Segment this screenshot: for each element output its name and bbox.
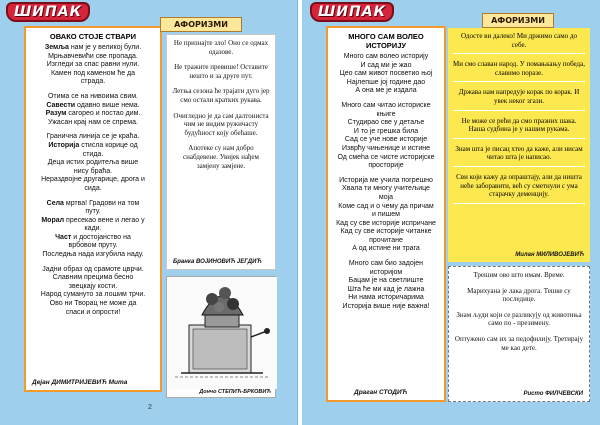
aphorism: Марихуана је лака дрога. Тешке су последице. [467,286,571,304]
aphorism: Знам шта је писац хтео да каже, али нисам читао шта је написао. [453,145,585,167]
poem-line: Разум сагорео и постао дим. [45,110,141,118]
aphorism-author: Бранка ВОЈИНОВИЋ ЈЕГДИЋ [173,259,262,265]
aphorism: Ми смо славан народ. У помањкању победа, славимо поразе. [453,60,585,82]
poem-line: А од истине ни трага [352,245,420,253]
page-number: 2 [148,404,152,411]
poem-line: Историја ме учила погрешно [339,176,433,184]
poem-line: Ни нама историчарима [348,294,424,302]
poem-line: путу. [85,208,101,216]
poem-line: Кад су све историје читанке [340,228,432,236]
right-page [302,0,600,425]
poem-author: Дејан ДИМИТРИЈЕВИЋ Мита [32,379,128,386]
poem-title: ОВАКО СТОЈЕ СТВАРИ [49,32,137,41]
poem-line: Ово ни Творац не може да [49,300,137,308]
aphorism-list [172,39,270,170]
poem-line: Много сам волео историју [343,53,429,60]
poem-line: историјом [369,268,403,276]
poem-line: Сад се уче нове историје [344,136,428,144]
left-page [0,0,298,425]
yellow-aphorisms-box [448,28,590,262]
poem-line: Коме сад и о чему да причам [338,202,434,210]
poem-line: књиге [376,110,396,118]
poem-lines [332,53,440,312]
poem-line: Отима се на нивоима свим. [47,92,138,100]
aphorism-author: Ристо ФИЛЧЕВСКИ [523,391,583,397]
poem-line: моја [378,193,394,201]
poem-line: Јадни образ од срамоте цврчи. [42,265,144,273]
logo: ШИПАК [6,2,90,22]
poem-line: стида. [82,150,104,158]
poem-line: Деца истих родитеља више [47,159,139,167]
poem-line: Народ сумануто за лошим трчи. [40,291,146,299]
aphorisms-tag: АФОРИЗМИ [482,13,554,28]
poem-line: Села мртва! Градови на том [46,199,140,207]
poem-line: страда. [80,78,106,86]
aphorism: Трешим ово што имам. Време. [473,271,565,279]
poem-line: Историја стисла корице од [48,141,138,149]
poem-line: Студирао све у детаље [347,119,425,127]
aphorisms-box [166,34,276,270]
white-aphorisms-box [448,266,590,402]
poem-line: Морал пресекао вене и легао у [41,216,145,224]
poem-line: Савести одавно више нема. [46,101,140,109]
poem-line: Историја више није важна! [342,303,430,311]
poem-line: Ужасан крај нам се спрема. [48,118,138,126]
poem-line: И сад ми је жао [360,61,412,69]
aphorism-author: Милан МИЛИВОЈЕВИЋ [515,252,584,258]
aphorism: Не признајте зло! Оно се одмах одазове. [173,39,269,56]
poem-author: Драган СТОДИЋ [354,389,408,396]
poem-line: Камен под каменом ће да [50,69,136,77]
poem-line: Много сам био задојен [348,260,424,268]
poem-line: Најлепше јој године дао [346,78,426,86]
poem-line: звецкају кости. [68,282,118,290]
poem-title: МНОГО САМ ВОЛЕО ИСТОРИЈУ [348,32,424,50]
aphorism-list [453,32,585,204]
logo: ШИПАК [310,2,394,22]
poem-line: Земља нам је у великој були. [44,44,142,51]
poem-line: Изврћу чињенице и истине [341,144,430,152]
image-caption: Дончо СТЕПИЋ-БРКОВИЋ [199,389,271,395]
aphorism: Очигледно је да сам далтониста чим не видим ружичасту будућност коју обећаше. [173,111,269,137]
poem-box [326,26,446,402]
aphorism: Сви који кажу да опраштају, али да ништа неће заборавити, већ су сметнули с ума старачку деменцију. [453,173,585,204]
aphorism-list [454,271,584,352]
aphorism: Оптужено сам их за педофилију. Третирају ме као дете. [454,334,584,352]
aphorism: Одосте ви далеко! Ми држимо само до себе. [453,32,585,54]
poem-line: просторије [368,162,404,170]
aphorism: Апотеке су нам добро снабдевене. Увијек нађем замјену замјене. [183,144,259,170]
poem-line: спаси и опрости! [65,308,121,316]
poem-line: прочитане [369,236,403,244]
poem-line: Много сам читао историске [341,101,431,109]
poem-line: сида. [84,184,102,192]
cartoon-drawing [167,277,277,389]
poem-line: Гранична линија се је краћа. [46,133,140,141]
poem-line: Шта ће ми кад је лажна [347,285,425,293]
aphorism: Знам људи који се разликују од животиња само по - презимену. [456,310,582,328]
poem-line: Изгледи за спас равни нули. [46,61,140,69]
poem-line: врбовом пруту. [68,242,118,250]
poem-line: Хвала ти многу учитељице [342,185,430,193]
poem-line: Последња нада изгубила наду. [42,251,144,259]
poem-line: Од смеһа се чисте историјске [337,153,435,161]
aphorism: Држава нам напредује корак по корак. И увек неког згази. [453,88,585,110]
poem-line: Кад су све историје испричане [336,219,436,227]
poem-line: Цео сам живот посветио њој [339,70,433,78]
poem-line: Мрњавчевићи све пропада. [48,52,138,60]
aphorisms-tag: АФОРИЗМИ [160,17,242,32]
cartoon-image [166,276,276,398]
poem-line: и пишем [372,211,400,219]
poem-line: Част и достојанство на [55,233,131,241]
poem-box [24,26,162,392]
poem-line: нису браћа. [73,167,113,175]
aphorism: Не тражите превише! Оставите нешто и за друге пут. [174,63,268,80]
poem-line: кади. [84,225,102,233]
poem-line: И то је грешка била [353,127,419,135]
poem-line: Нераздвојне другарице, дрога и [41,176,145,184]
aphorism: Летња сезона ће трајати дуго јер смо остали кратких рукава. [172,87,270,104]
poem-line: Славним прецима бесно [52,274,134,282]
poem-line: А она ме је издала [355,87,417,95]
poem-lines [30,44,156,317]
aphorism: Не може се рећи да смо празних шака. Наша судбина је у нашим рукама. [453,117,585,139]
poem-line: Бацам је на светлиште [348,277,424,285]
